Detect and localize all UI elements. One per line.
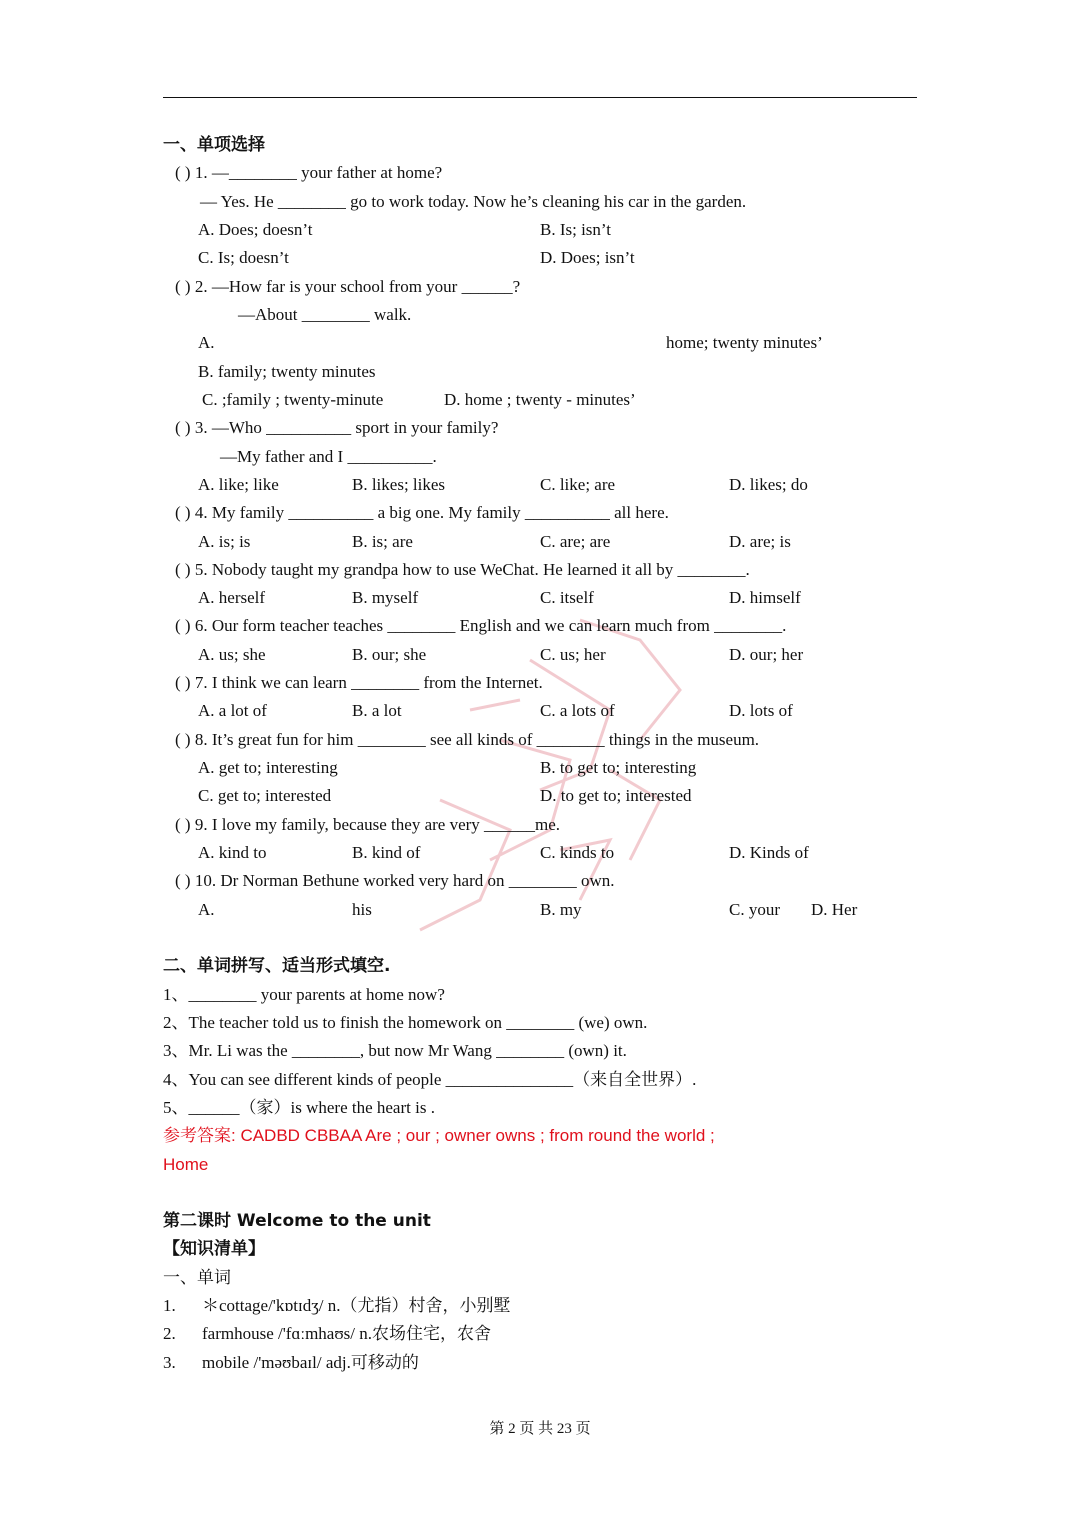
q6-option: C. us; her [540,645,606,664]
q1-stem: ( ) 1. —________ your father at home? [175,163,443,182]
q4-option: D. are; is [729,532,791,551]
q4-option: B. is; are [352,532,413,551]
q5-option: A. herself [198,588,266,607]
answer-key-2: Home [163,1155,209,1174]
answer-key: 参考答案: CADBD CBBAA Are ; our ; owner owns ; from round the world ; [163,1126,715,1145]
q8-option: A. get to; interesting [198,758,338,777]
q7-option: B. a lot [352,701,402,720]
q10-option: C. your [729,900,780,919]
q3-option: B. likes; likes [352,475,446,494]
q1-option: B. Is; isn’t [540,220,612,239]
fill-item: 2、The teacher told us to finish the homework on ________ (we) own. [163,1013,648,1032]
q8-stem: ( ) 8. It’s great fun for him ________ see all kinds of ________ things in the museum. [175,730,760,749]
lesson-title: 第二课时 Welcome to the unit [163,1211,431,1231]
q10-stem: ( ) 10. Dr Norman Bethune worked very hard on ________ own. [175,871,615,890]
q3-stem: ( ) 3. —Who __________ sport in your family? [175,418,499,437]
q10-option: A. [198,900,215,919]
word-entry: farmhouse /'fɑːmhaʊs/ n.农场住宅，农舍 [202,1324,491,1343]
q9-option: B. kind of [352,843,421,862]
q9-option: C. kinds to [540,843,615,862]
fill-item: 4、You can see different kinds of people _______________（来自全世界）. [163,1070,697,1089]
q6-option: A. us; she [198,645,266,664]
knowledge-title: 【知识清单】 [163,1239,265,1259]
q2-stem: ( ) 2. —How far is your school from your ______? [175,277,521,296]
q8-option: D. to get to; interested [540,786,692,805]
q10-option: his [352,900,372,919]
page-footer: 第 2 页 共 23 页 [489,1421,591,1437]
q7-option: A. a lot of [198,701,267,720]
q3-option: D. likes; do [729,475,808,494]
q2-option: D. home ; twenty - minutes’ [444,390,636,409]
q1-stem-2: — Yes. He ________ go to work today. Now he’s cleaning his car in the garden. [200,192,747,211]
q7-option: D. lots of [729,701,793,720]
word-entry: mobile /'məʊbaɪl/ adj.可移动的 [202,1353,419,1372]
q10-option: D. Her [811,900,858,919]
q5-option: B. myself [352,588,419,607]
q2-option: B. family; twenty minutes [198,362,376,381]
q10-option: B. my [540,900,582,919]
q6-option: B. our; she [352,645,427,664]
q4-option: A. is; is [198,532,251,551]
q9-option: A. kind to [198,843,267,862]
q2-option: C. ;family ; twenty-minute [202,390,384,409]
q6-option: D. our; her [729,645,804,664]
q9-option: D. Kinds of [729,843,809,862]
word-number: 1. [163,1296,176,1315]
q2-option: home; twenty minutes’ [666,333,823,352]
section-1-title: 一、单项选择 [163,135,265,155]
q5-option: C. itself [540,588,594,607]
word-number: 2. [163,1324,176,1343]
q9-stem: ( ) 9. I love my family, because they are very ______me. [175,815,561,834]
words-title: 一、单词 [163,1268,231,1287]
q2-stem-2: —About ________ walk. [238,305,412,324]
q1-option: D. Does; isn’t [540,248,635,267]
q1-option: C. Is; doesn’t [198,248,289,267]
word-entry: ＊cottage/'kɒtɪdʒ/ n.（尤指）村舍，小别墅 [202,1296,511,1315]
header-rule [163,97,917,98]
q2-option: A. [198,333,215,352]
q5-option: D. himself [729,588,801,607]
section-2-title: 二、单词拼写、适当形式填空. [163,956,391,976]
q7-option: C. a lots of [540,701,615,720]
q4-option: C. are; are [540,532,611,551]
q5-stem: ( ) 5. Nobody taught my grandpa how to use WeChat. He learned it all by ________. [175,560,750,579]
q6-stem: ( ) 6. Our form teacher teaches ________ English and we can learn much from ________. [175,616,787,635]
word-number: 3. [163,1353,176,1372]
fill-item: 1、________ your parents at home now? [163,985,445,1004]
q1-option: A. Does; doesn’t [198,220,313,239]
q3-option: C. like; are [540,475,616,494]
q4-stem: ( ) 4. My family __________ a big one. My family __________ all here. [175,503,669,522]
q8-option: C. get to; interested [198,786,332,805]
q8-option: B. to get to; interesting [540,758,697,777]
q3-stem-2: —My father and I __________. [220,447,437,466]
q3-option: A. like; like [198,475,279,494]
q7-stem: ( ) 7. I think we can learn ________ from the Internet. [175,673,543,692]
fill-item: 3、Mr. Li was the ________, but now Mr Wang ________ (own) it. [163,1041,627,1060]
fill-item: 5、______（家）is where the heart is . [163,1098,435,1117]
